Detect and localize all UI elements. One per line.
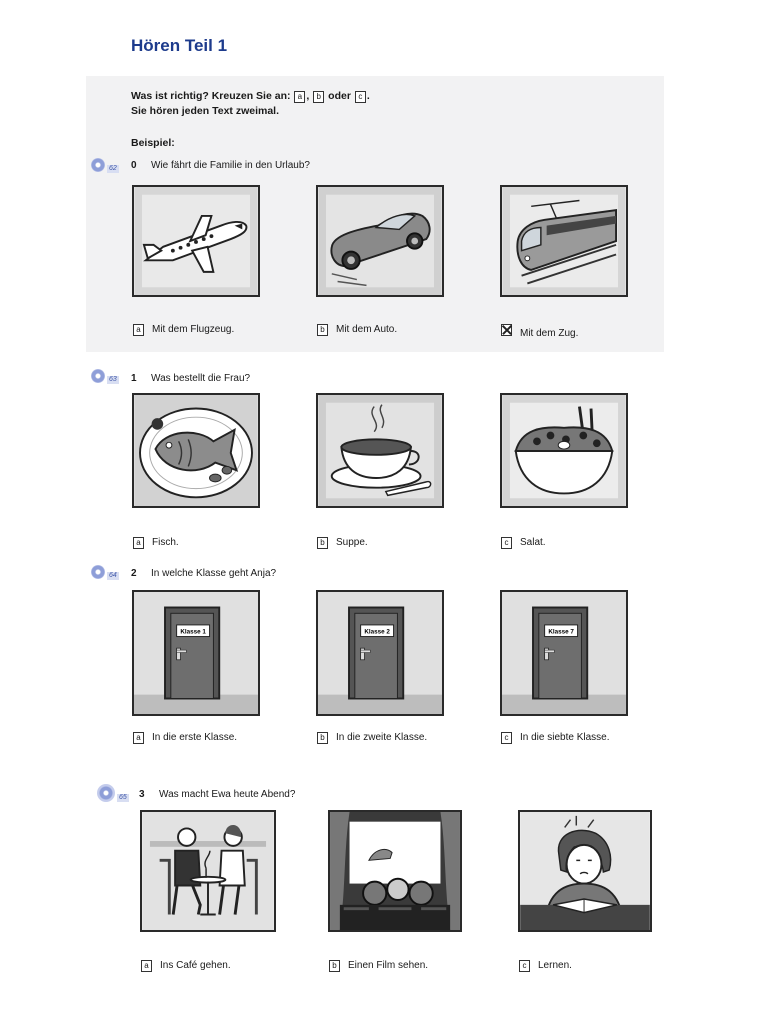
option-label: In die siebte Klasse. <box>520 732 610 743</box>
option-3-a[interactable] <box>140 960 231 972</box>
cd-icon <box>97 784 115 802</box>
question-1 <box>131 373 250 384</box>
answer-checkbox[interactable]: a <box>133 732 144 744</box>
answer-checkbox-checked[interactable] <box>501 324 512 336</box>
instructions-sep: , <box>306 90 310 102</box>
question-2 <box>131 568 276 579</box>
option-3-c[interactable] <box>518 960 572 972</box>
track-number: 63 <box>109 376 117 383</box>
option-image-soup[interactable] <box>316 393 444 508</box>
option-label: Suppe. <box>336 537 368 548</box>
page-title: Hören Teil 1 <box>131 36 228 55</box>
option-0-a[interactable] <box>132 324 234 336</box>
answer-checkbox[interactable]: c <box>501 537 512 549</box>
instructions-line-1 <box>131 90 370 103</box>
question-number: 2 <box>131 568 137 579</box>
cafe-couple-illustration <box>142 812 274 930</box>
option-label: Einen Film sehen. <box>348 960 429 971</box>
airplane-illustration <box>134 187 258 295</box>
classroom-door-illustration <box>502 592 626 714</box>
question-number: 1 <box>131 373 137 384</box>
train-illustration <box>502 187 626 295</box>
question-3 <box>139 789 295 800</box>
door-sign: Klasse 7 <box>548 628 574 636</box>
option-label: Mit dem Flugzeug. <box>152 324 235 335</box>
answer-box-sample-c: c <box>355 91 366 103</box>
instructions-text: Was ist richtig? Kreuzen Sie an: <box>131 90 291 102</box>
answer-box-sample-a: a <box>294 91 305 103</box>
option-image-studying[interactable] <box>518 810 652 932</box>
track-number: 65 <box>119 794 127 801</box>
option-image-car[interactable] <box>316 185 444 297</box>
option-label: Fisch. <box>152 537 179 548</box>
question-number: 3 <box>139 789 145 800</box>
option-label: In die erste Klasse. <box>152 732 238 743</box>
answer-checkbox[interactable]: b <box>317 732 328 744</box>
cinema-illustration <box>330 812 460 930</box>
answer-checkbox[interactable]: a <box>141 960 152 972</box>
option-image-cafe[interactable] <box>140 810 276 932</box>
question-0 <box>131 160 310 171</box>
answer-checkbox[interactable]: b <box>317 537 328 549</box>
option-image-door-1[interactable] <box>132 590 260 716</box>
option-0-b[interactable] <box>316 324 397 336</box>
example-label: Beispiel: <box>131 137 175 149</box>
option-1-c[interactable] <box>500 537 546 549</box>
option-image-fish[interactable] <box>132 393 260 508</box>
option-image-salad[interactable] <box>500 393 628 508</box>
question-text: Was bestellt die Frau? <box>151 373 251 384</box>
option-label: Ins Café gehen. <box>160 960 231 971</box>
answer-box-sample-b: b <box>313 91 324 103</box>
option-2-c[interactable] <box>500 732 610 744</box>
option-label: Lernen. <box>538 960 572 971</box>
track-number: 62 <box>109 165 117 172</box>
answer-checkbox[interactable]: a <box>133 537 144 549</box>
studying-girl-illustration <box>520 812 650 930</box>
answer-checkbox[interactable]: b <box>329 960 340 972</box>
cd-icon <box>91 565 105 579</box>
salad-bowl-illustration <box>502 395 626 506</box>
option-label: In die zweite Klasse. <box>336 732 428 743</box>
option-2-b[interactable] <box>316 732 427 744</box>
option-2-a[interactable] <box>132 732 237 744</box>
option-image-cinema[interactable] <box>328 810 462 932</box>
classroom-door-illustration <box>134 592 258 714</box>
option-image-train[interactable] <box>500 185 628 297</box>
fish-plate-illustration <box>134 395 258 506</box>
instructions-line-2: Sie hören jeden Text zweimal. <box>131 105 280 117</box>
answer-checkbox[interactable]: c <box>501 732 512 744</box>
answer-checkbox[interactable]: a <box>133 324 144 336</box>
door-sign: Klasse 2 <box>364 628 390 636</box>
instructions-oder: oder <box>328 90 351 102</box>
option-label: Salat. <box>520 537 546 548</box>
option-label: Mit dem Auto. <box>336 324 398 335</box>
answer-checkbox[interactable]: c <box>519 960 530 972</box>
track-number: 64 <box>109 572 117 579</box>
option-image-airplane[interactable] <box>132 185 260 297</box>
option-0-c[interactable] <box>500 324 578 339</box>
classroom-door-illustration <box>318 592 442 714</box>
option-1-b[interactable] <box>316 537 368 549</box>
question-text: Was macht Ewa heute Abend? <box>159 789 296 800</box>
option-label: Mit dem Zug. <box>520 328 579 339</box>
answer-checkbox[interactable]: b <box>317 324 328 336</box>
soup-cup-illustration <box>318 395 442 506</box>
option-3-b[interactable] <box>328 960 428 972</box>
door-sign: Klasse 1 <box>180 628 206 636</box>
question-text: In welche Klasse geht Anja? <box>151 568 277 579</box>
instructions-period: . <box>366 90 370 102</box>
car-illustration <box>318 187 442 295</box>
question-text: Wie fährt die Familie in den Urlaub? <box>151 160 310 171</box>
option-image-door-2[interactable] <box>316 590 444 716</box>
question-number: 0 <box>131 160 137 171</box>
cd-icon <box>91 369 105 383</box>
option-1-a[interactable] <box>132 537 179 549</box>
cd-icon <box>91 158 105 172</box>
option-image-door-7[interactable] <box>500 590 628 716</box>
